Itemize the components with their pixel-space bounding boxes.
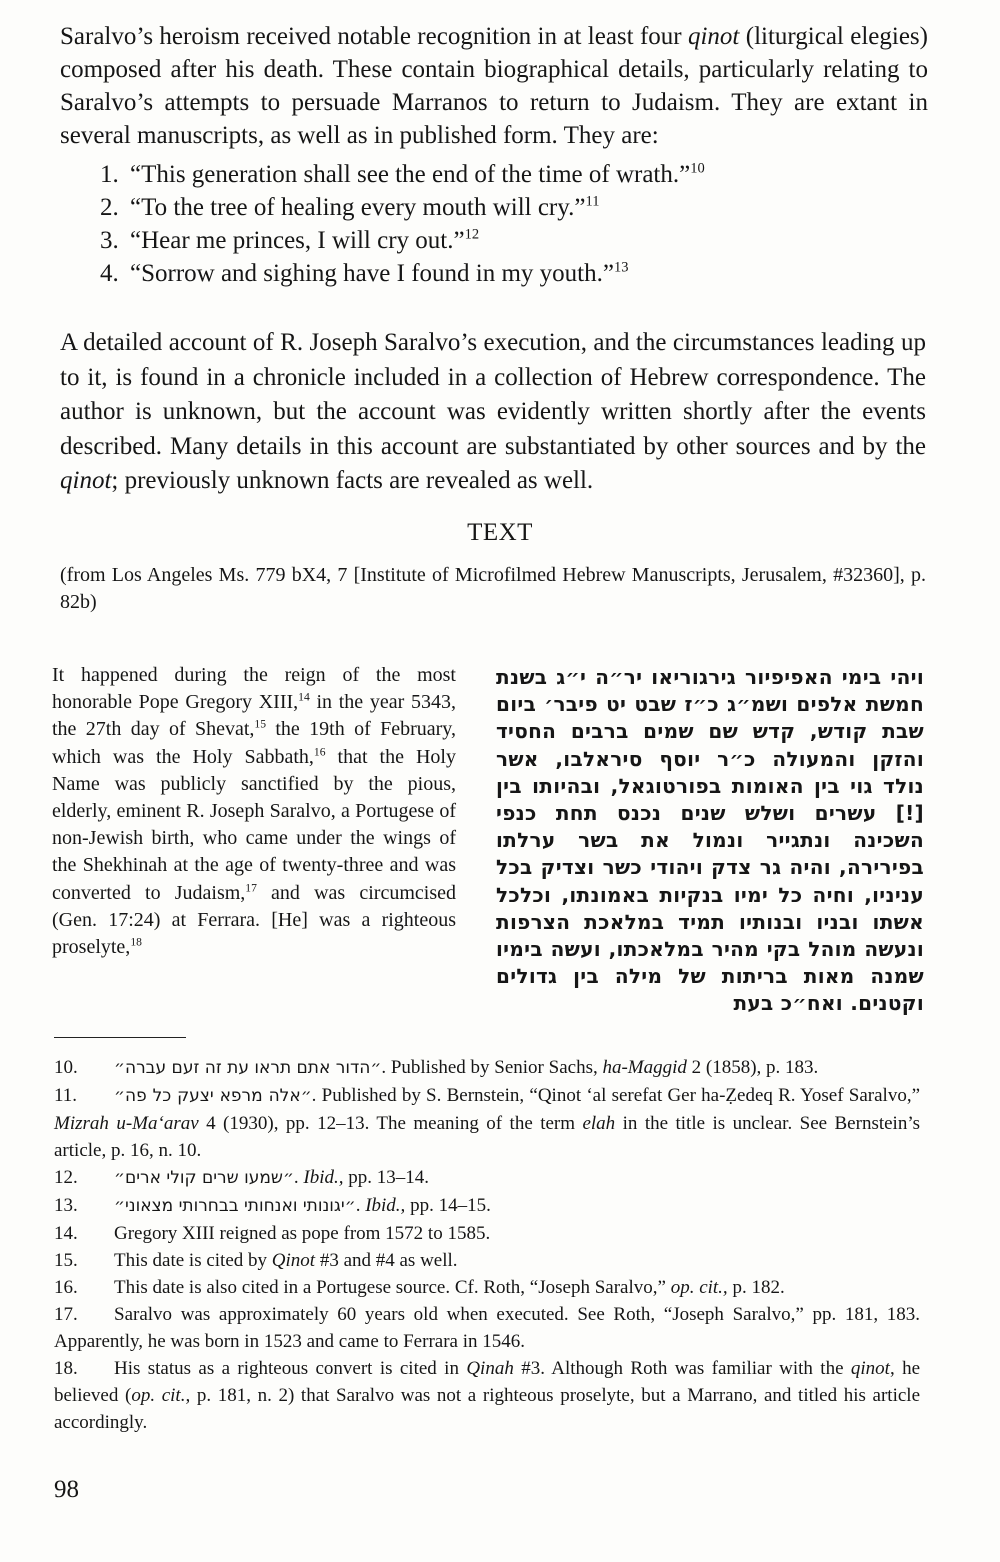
footnote-italic: qinot [850, 1358, 890, 1379]
translation-text: that the Holy Name was publicly sanctified by the pious, elderly, eminent R. Joseph Saralvo, a Portugese of non-Jewish birth, who came under the wings of the Shekhinah at the age of twenty-three and was converted to Judaism, [52, 745, 456, 904]
footnote-italic: Mizrah u-Ma‘arav [54, 1113, 199, 1134]
footnote-ref[interactable]: 14 [298, 690, 310, 704]
footnote-17 [54, 1301, 920, 1355]
translation-text: It happened during the reign of the most honorable Pope Gregory XIII, [52, 664, 456, 714]
footnote-10 [54, 1054, 920, 1082]
section-heading: TEXT [467, 519, 533, 546]
footnote-number: 15. [54, 1250, 78, 1271]
footnote-italic: op. cit., [131, 1385, 191, 1406]
footnote-text: . Published by Senior Sachs, [381, 1057, 603, 1078]
footnote-13 [54, 1192, 920, 1220]
footnote-number: 12. [54, 1167, 78, 1188]
footnote-ref[interactable]: 11 [585, 193, 600, 210]
footnote-ref[interactable]: 10 [690, 160, 705, 177]
footnote-14 [54, 1220, 920, 1247]
intro-text-cont: (liturgical elegies) composed after his death. These contain biographical details, particularly relating to Saralvo’s attempts to persuade Marranos to return to Judaism. They are extant in several manuscripts, as well as in published form. They are: [60, 23, 928, 149]
translation-text: in the year 5343, the 27th day of Shevat, [52, 691, 457, 741]
footnote-number: 14. [54, 1223, 78, 1244]
translation-text: the 19th of February, which was the Holy Sabbath, [52, 718, 456, 768]
footnote-ref[interactable]: 17 [245, 880, 257, 894]
footnote-text: Gregory XIII reigned as pope from 1572 to 1585. [114, 1223, 491, 1244]
footnote-italic: Ibid., [365, 1195, 406, 1216]
footnote-text: . [293, 1167, 304, 1188]
footnote-number: 18. [54, 1358, 78, 1379]
footnote-italic: elah [582, 1113, 616, 1134]
footnote-italic: Qinah [466, 1358, 514, 1379]
footnote-number: 16. [54, 1277, 78, 1298]
footnote-15 [54, 1247, 920, 1274]
footnote-text: His status as a righteous convert is cited in [114, 1358, 467, 1379]
footnote-number: 17. [54, 1304, 78, 1325]
footnotes [54, 1054, 920, 1436]
footnote-18 [54, 1355, 920, 1436]
footnote-text: . Published by S. Bernstein, “Qinot ‘al serefat Ger ha-Ẓedeq R. Yosef Saralvo,” [311, 1085, 921, 1106]
list-text: “To the tree of healing every mouth will cry.” [130, 194, 586, 221]
list-number: 1. [100, 161, 119, 188]
footnote-divider [54, 1037, 186, 1038]
footnote-text: in the title is unclear. See Bernstein’s article, p. 16, n. 10. [54, 1113, 921, 1161]
footnote-ref[interactable]: 16 [313, 744, 326, 758]
hebrew-title: ״אלה מרפא יצעק כל פה״ [114, 1086, 312, 1106]
footnote-text: #3 and #4 as well. [315, 1250, 458, 1271]
qinot-term: qinot [60, 467, 112, 494]
footnote-ref[interactable]: 15 [254, 717, 266, 731]
footnote-text: pp. 13–14. [343, 1167, 430, 1188]
footnote-text: , he believed ( [54, 1358, 921, 1406]
list-item [100, 158, 920, 191]
source-note: (from Los Angeles Ms. 779 bX4, 7 [Institute of Microfilmed Hebrew Manuscripts, Jerusalem, #32360], p. 82b) [60, 564, 926, 613]
footnote-text: p. 182. [727, 1277, 785, 1298]
footnote-number: 10. [54, 1057, 78, 1078]
list-text: “This generation shall see the end of the time of wrath.” [130, 161, 691, 188]
english-translation-column [52, 662, 456, 961]
intro-paragraph [60, 20, 928, 152]
footnote-text: #3. Although Roth was familiar with the [513, 1358, 851, 1379]
list-text: “Sorrow and sighing have I found in my youth.” [130, 260, 614, 287]
hebrew-title: ״שמעו שרים קולי ארים״ [114, 1168, 294, 1188]
footnote-ref[interactable]: 12 [464, 226, 480, 243]
footnote-11 [54, 1082, 920, 1164]
footnote-text: This date is cited by [114, 1250, 272, 1271]
footnote-italic: Qinot [271, 1250, 316, 1271]
hebrew-title: ״יגונותי ואנחותי בבחרותי מצאוני״ [114, 1196, 356, 1216]
footnote-number: 13. [54, 1195, 78, 1216]
translation-text: and was circumcised (Gen. 17:24) at Ferrara. [He] was a righteous proselyte, [52, 881, 456, 959]
list-item [100, 224, 920, 257]
footnote-text: pp. 14–15. [405, 1195, 491, 1216]
footnote-text: 4 (1930), pp. 12–13. The meaning of the term [198, 1113, 583, 1134]
list-item [100, 257, 920, 290]
footnote-text: Saralvo was approximately 60 years old when executed. See Roth, “Joseph Saralvo,” pp. 181, 183. Apparently, he was born in 1523 and came to Ferrara in 1546. [54, 1304, 920, 1352]
qinot-term: qinot [687, 23, 740, 50]
footnote-italic: op. cit., [670, 1277, 728, 1298]
footnote-text: p. 181, n. 2) that Saralvo was not a righteous proselyte, but a Marrano, and titled his article accordingly. [54, 1385, 921, 1433]
footnote-ref[interactable]: 18 [130, 935, 142, 949]
page-number: 98 [54, 1476, 79, 1503]
footnote-text: This date is also cited in a Portugese source. Cf. Roth, “Joseph Saralvo,” [114, 1277, 671, 1298]
intro-text: Saralvo’s heroism received notable recognition in at least four [60, 23, 688, 50]
footnote-italic: ha-Maggid [602, 1057, 687, 1078]
footnote-12 [54, 1164, 920, 1192]
footnote-italic: Ibid., [303, 1167, 344, 1188]
list-number: 2. [100, 194, 119, 221]
list-number: 4. [100, 260, 119, 287]
list-text: “Hear me princes, I will cry out.” [130, 227, 465, 254]
footnote-number: 11. [54, 1085, 78, 1106]
footnote-16 [54, 1274, 920, 1301]
hebrew-text-column: ויהי בימי האפיפיור גירגוריאו יר״ה י״ג בשנת חמשת אלפים ושמ״ג כ״ז שבט יט פיבר׳ ביום שבת קודש, קדש שם שמים ברבים החסיד והזקן והמעולה כ״ר יוסף סיראלבו, אשר נולד גוי בין האומות בפורטוגאל, ובהיותו בין [!] עשרים ושלש שנים נכנס תחת כנפי השכינה ונתגייר ונמול את בשר ערלתו בפירירה, והיה גר צדק ויהודי כשר וצדיק בכל עניניו, וחיה כל ימיו בנקיות באמונתו, וכלכל אשתו ובניו ובנותיו תמיד במלאכת הצרפות ונעשה מוהל בקי מהיר במלאכתו, ועשה בימיו שמנה מאות בריתות של מילה בין גדולים וקטנים. ואח״כ בעת [496, 665, 924, 1016]
chronicle-text-cont: ; previously unknown facts are revealed as well. [111, 467, 594, 494]
list-number: 3. [100, 227, 119, 254]
footnote-ref[interactable]: 13 [613, 259, 629, 276]
chronicle-paragraph [60, 326, 926, 499]
chronicle-text: A detailed account of R. Joseph Saralvo’s execution, and the circumstances leading up to it, is found in a chronicle included in a collection of Hebrew correspondence. The author is unknown, but the account was evidently written shortly after the events described. Many details in this account are substantiated by other sources and by the [60, 329, 926, 460]
footnote-text: 2 (1858), p. 183. [686, 1057, 819, 1078]
hebrew-title: ״הדור אתם תראו עת זה זעם עברה״ [114, 1058, 382, 1078]
footnote-text: . [355, 1195, 366, 1216]
qinot-list [100, 158, 920, 290]
list-item [100, 191, 920, 224]
